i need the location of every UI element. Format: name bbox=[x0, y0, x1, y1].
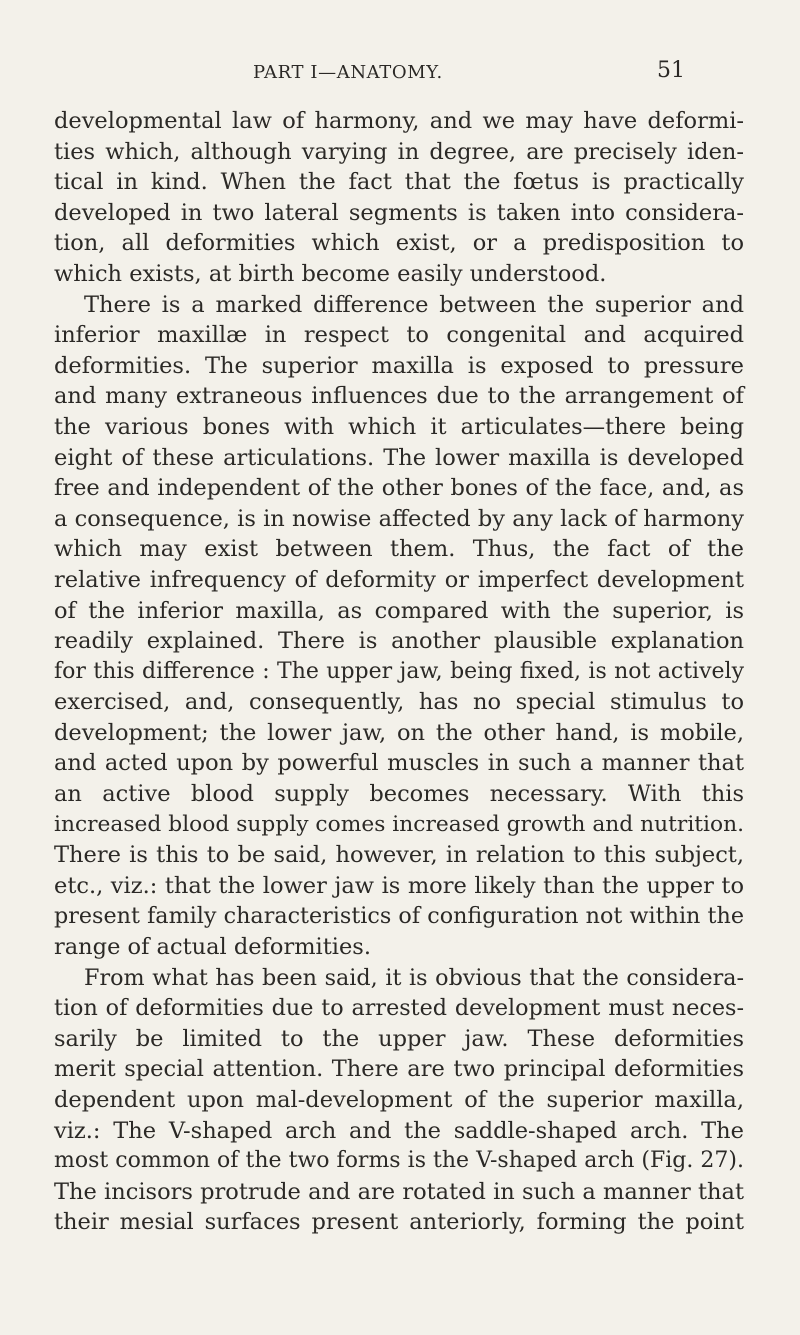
text-line: developmental law of harmony, and we may have deformi- bbox=[54, 108, 744, 134]
text-line: the various bones with which it articulates—there being bbox=[54, 413, 744, 440]
text-line: increased blood supply comes increased growth and nutrition. bbox=[54, 811, 744, 837]
page-number: 51 bbox=[657, 58, 685, 83]
text-line: eight of these articulations. The lower maxilla is developed bbox=[54, 444, 744, 471]
text-line: There is a marked difference between the superior and bbox=[84, 291, 744, 318]
text-line: development; the lower jaw, on the other hand, is mobile, bbox=[54, 719, 744, 746]
text-line: deformities. The superior maxilla is exposed to pressure bbox=[54, 352, 744, 379]
text-line: tical in kind. When the fact that the fœtus is practically bbox=[54, 169, 744, 196]
text-line: tion, all deformities which exist, or a predisposition to bbox=[54, 230, 744, 257]
text-line: present family characteristics of configuration not within the bbox=[54, 903, 744, 930]
text-line: exercised, and, consequently, has no special stimulus to bbox=[54, 689, 744, 716]
running-head-title: PART I—ANATOMY. bbox=[253, 62, 443, 83]
text-line: inferior maxillæ in respect to congenital and acquired bbox=[54, 322, 744, 349]
text-line: readily explained. There is another plausible explanation bbox=[54, 628, 744, 655]
text-line: for this difference : The upper jaw, being fixed, is not actively bbox=[54, 658, 744, 684]
text-line: dependent upon mal-development of the superior maxilla, bbox=[54, 1087, 744, 1113]
text-line: viz.: The V-shaped arch and the saddle-shaped arch. The bbox=[54, 1117, 744, 1144]
text-line: There is this to be said, however, in relation to this subject, bbox=[54, 842, 744, 869]
text-line: sarily be limited to the upper jaw. These deformities bbox=[54, 1025, 744, 1052]
text-line: merit special attention. There are two principal deformities bbox=[54, 1056, 744, 1083]
text-line: of the inferior maxilla, as compared with the superior, is bbox=[54, 597, 744, 624]
text-line: From what has been said, it is obvious that the considera- bbox=[84, 964, 744, 991]
text-line: their mesial surfaces present anteriorly, forming the point bbox=[54, 1209, 744, 1236]
text-line: The incisors protrude and are rotated in such a manner that bbox=[54, 1178, 744, 1205]
text-line: free and independent of the other bones of the face, and, as bbox=[54, 475, 744, 502]
text-line: developed in two lateral segments is taken into considera- bbox=[54, 199, 744, 226]
text-line: and acted upon by powerful muscles in such a manner that bbox=[54, 750, 744, 777]
text-line: which exists, at birth become easily understood. bbox=[54, 260, 607, 287]
text-line: etc., viz.: that the lower jaw is more likely than the upper to bbox=[54, 872, 744, 899]
body-text bbox=[54, 106, 744, 1238]
text-line: a consequence, is in nowise affected by any lack of harmony bbox=[54, 505, 744, 532]
text-line: range of actual deformities. bbox=[54, 934, 371, 961]
text-line: most common of the two forms is the V-shaped arch (Fig. 27). bbox=[54, 1148, 744, 1174]
text-line: and many extraneous influences due to the arrangement of bbox=[54, 383, 744, 410]
text-line: which may exist between them. Thus, the fact of the bbox=[54, 536, 744, 563]
text-line: an active blood supply becomes necessary. With this bbox=[54, 781, 744, 808]
text-line: relative infrequency of deformity or imperfect development bbox=[54, 566, 744, 593]
text-line: tion of deformities due to arrested development must neces- bbox=[54, 995, 744, 1022]
text-line: ties which, although varying in degree, are precisely iden- bbox=[54, 138, 744, 165]
running-head bbox=[0, 58, 800, 88]
